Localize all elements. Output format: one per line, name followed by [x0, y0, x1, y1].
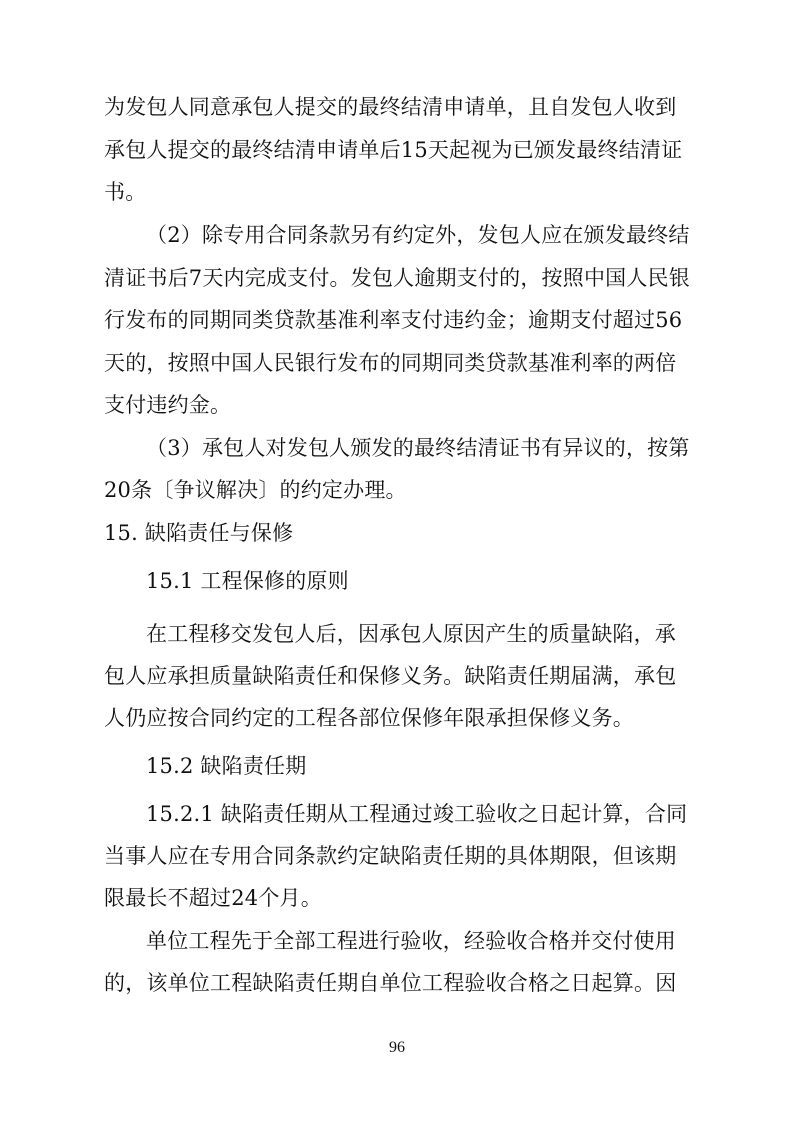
text-line: 为发包人同意承包人提交的最终结清申请单，且自发包人收到: [104, 95, 677, 119]
subsection-heading: 15.2 缺陷责任期: [146, 754, 307, 778]
text-line: 包人应承担质量缺陷责任和保修义务。缺陷责任期届满，承包: [104, 664, 677, 688]
text-line: 人仍应按合同约定的工程各部位保修年限承担保修义务。: [104, 706, 634, 730]
text-line: 支付违约金。: [104, 393, 232, 417]
subsection-heading: 15.1 工程保修的原则: [146, 569, 349, 593]
text-line: （3）承包人对发包人颁发的最终结清证书有异议的，按第: [146, 436, 690, 460]
text-line: 20条〔争议解决〕的约定办理。: [104, 478, 407, 502]
text-line: 承包人提交的最终结清申请单后15天起视为已颁发最终结清证: [104, 138, 683, 162]
text-line: 的，该单位工程缺陷责任期自单位工程验收合格之日起算。因: [104, 971, 677, 995]
text-line: 在工程移交发包人后，因承包人原因产生的质量缺陷，承: [146, 622, 676, 646]
text-line: （2）除专用合同条款另有约定外，发包人应在颁发最终结: [146, 223, 690, 247]
text-line: 15.2.1 缺陷责任期从工程通过竣工验收之日起计算，合同: [146, 802, 688, 826]
section-heading: 15. 缺陷责任与保修: [104, 521, 294, 545]
text-line: 天的，按照中国人民银行发布的同期同类贷款基准利率的两倍: [104, 351, 677, 375]
text-line: 行发布的同期同类贷款基准利率支付违约金；逾期支付超过56: [104, 308, 683, 332]
text-line: 单位工程先于全部工程进行验收，经验收合格并交付使用: [146, 929, 676, 953]
text-line: 当事人应在专用合同条款约定缺陷责任期的具体期限，但该期: [104, 844, 677, 868]
text-line: 清证书后7天内完成支付。发包人逾期支付的，按照中国人民银: [104, 266, 690, 290]
text-line: 限最长不超过24个月。: [104, 886, 322, 910]
text-line: 书。: [104, 180, 147, 204]
page-number: 96: [389, 1039, 405, 1056]
